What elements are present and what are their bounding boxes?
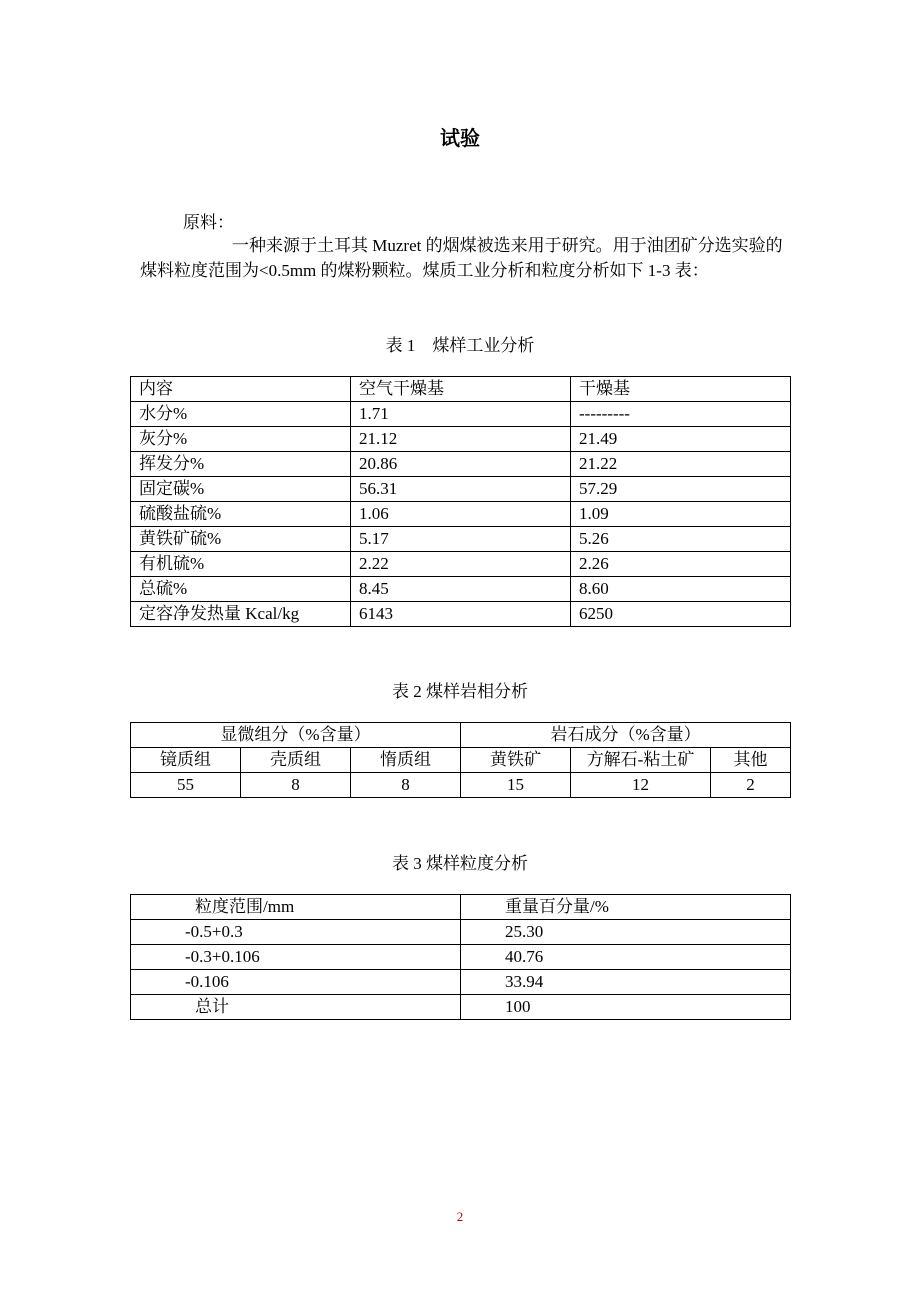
header-cell: 其他 [711, 748, 791, 773]
table-row [131, 602, 791, 627]
table-row [131, 402, 791, 427]
header-cell: 黄铁矿 [461, 748, 571, 773]
table-cell: 5.17 [351, 527, 571, 552]
table-cell: 8.45 [351, 577, 571, 602]
table-cell: -0.5+0.3 [131, 920, 461, 945]
table-cell: 8 [241, 773, 351, 798]
table-cell: 硫酸盐硫% [131, 502, 351, 527]
table-cell: 21.49 [571, 427, 791, 452]
header-cell: 惰质组 [351, 748, 461, 773]
group-header-cell: 显微组分（%含量） [131, 723, 461, 748]
table-cell: 21.22 [571, 452, 791, 477]
table-row [131, 773, 791, 798]
table-row [131, 995, 791, 1020]
table-row [131, 477, 791, 502]
table-header-row [131, 748, 791, 773]
table-cell: 黄铁矿硫% [131, 527, 351, 552]
table-row [131, 970, 791, 995]
table-header-row [131, 377, 791, 402]
table-cell: 57.29 [571, 477, 791, 502]
table-header-row [131, 895, 791, 920]
table-row [131, 552, 791, 577]
table-cell: 56.31 [351, 477, 571, 502]
table-cell: -0.106 [131, 970, 461, 995]
table-row [131, 945, 791, 970]
header-cell: 空气干燥基 [351, 377, 571, 402]
header-cell: 重量百分量/% [461, 895, 791, 920]
proximate-analysis-table [130, 376, 791, 627]
table-cell: 1.71 [351, 402, 571, 427]
header-cell: 壳质组 [241, 748, 351, 773]
table-row [131, 502, 791, 527]
table-cell: 100 [461, 995, 791, 1020]
header-cell: 干燥基 [571, 377, 791, 402]
table-cell: 8.60 [571, 577, 791, 602]
table-cell: 水分% [131, 402, 351, 427]
table-cell: 定容净发热量 Kcal/kg [131, 602, 351, 627]
table-cell: -0.3+0.106 [131, 945, 461, 970]
table-cell: 2.26 [571, 552, 791, 577]
table-cell: 1.09 [571, 502, 791, 527]
table3-caption: 表 3 煤样粒度分析 [392, 854, 528, 873]
table-cell: 灰分% [131, 427, 351, 452]
header-cell: 方解石-粘土矿 [571, 748, 711, 773]
table-cell: 33.94 [461, 970, 791, 995]
intro-paragraph: 一种来源于土耳其 Muzret 的烟煤被选来用于研究。用于油团矿分选实验的煤料粒度范围为<0.5mm 的煤粉颗粒。煤质工业分析和粒度分析如下 1-3 表： [140, 236, 783, 280]
table-cell: 15 [461, 773, 571, 798]
particle-size-table [130, 894, 791, 1020]
table-row [131, 577, 791, 602]
table1-caption: 表 1 煤样工业分析 [385, 336, 535, 355]
table-row [131, 452, 791, 477]
table-cell: 12 [571, 773, 711, 798]
table-cell: 8 [351, 773, 461, 798]
table-cell: 20.86 [351, 452, 571, 477]
table-cell: 5.26 [571, 527, 791, 552]
table-row [131, 427, 791, 452]
table-group-header-row [131, 723, 791, 748]
header-cell: 粒度范围/mm [131, 895, 461, 920]
page-title: 试验 [440, 126, 480, 150]
table-row [131, 920, 791, 945]
table-cell: 6250 [571, 602, 791, 627]
table-cell: 25.30 [461, 920, 791, 945]
materials-label: 原料： [183, 213, 234, 232]
table-cell: 有机硫% [131, 552, 351, 577]
table-cell: 固定碳% [131, 477, 351, 502]
group-header-cell: 岩石成分（%含量） [461, 723, 791, 748]
table-row [131, 527, 791, 552]
table-cell: 总计 [131, 995, 461, 1020]
header-cell: 内容 [131, 377, 351, 402]
header-cell: 镜质组 [131, 748, 241, 773]
table-cell: 1.06 [351, 502, 571, 527]
table-cell: 总硫% [131, 577, 351, 602]
table-cell: --------- [571, 402, 791, 427]
petrographic-analysis-table [130, 722, 791, 798]
table2-caption: 表 2 煤样岩相分析 [392, 682, 528, 701]
table-cell: 40.76 [461, 945, 791, 970]
page-number: 2 [456, 1209, 464, 1224]
table-cell: 2.22 [351, 552, 571, 577]
table-cell: 挥发分% [131, 452, 351, 477]
table-cell: 2 [711, 773, 791, 798]
table-cell: 55 [131, 773, 241, 798]
table-cell: 6143 [351, 602, 571, 627]
table-cell: 21.12 [351, 427, 571, 452]
